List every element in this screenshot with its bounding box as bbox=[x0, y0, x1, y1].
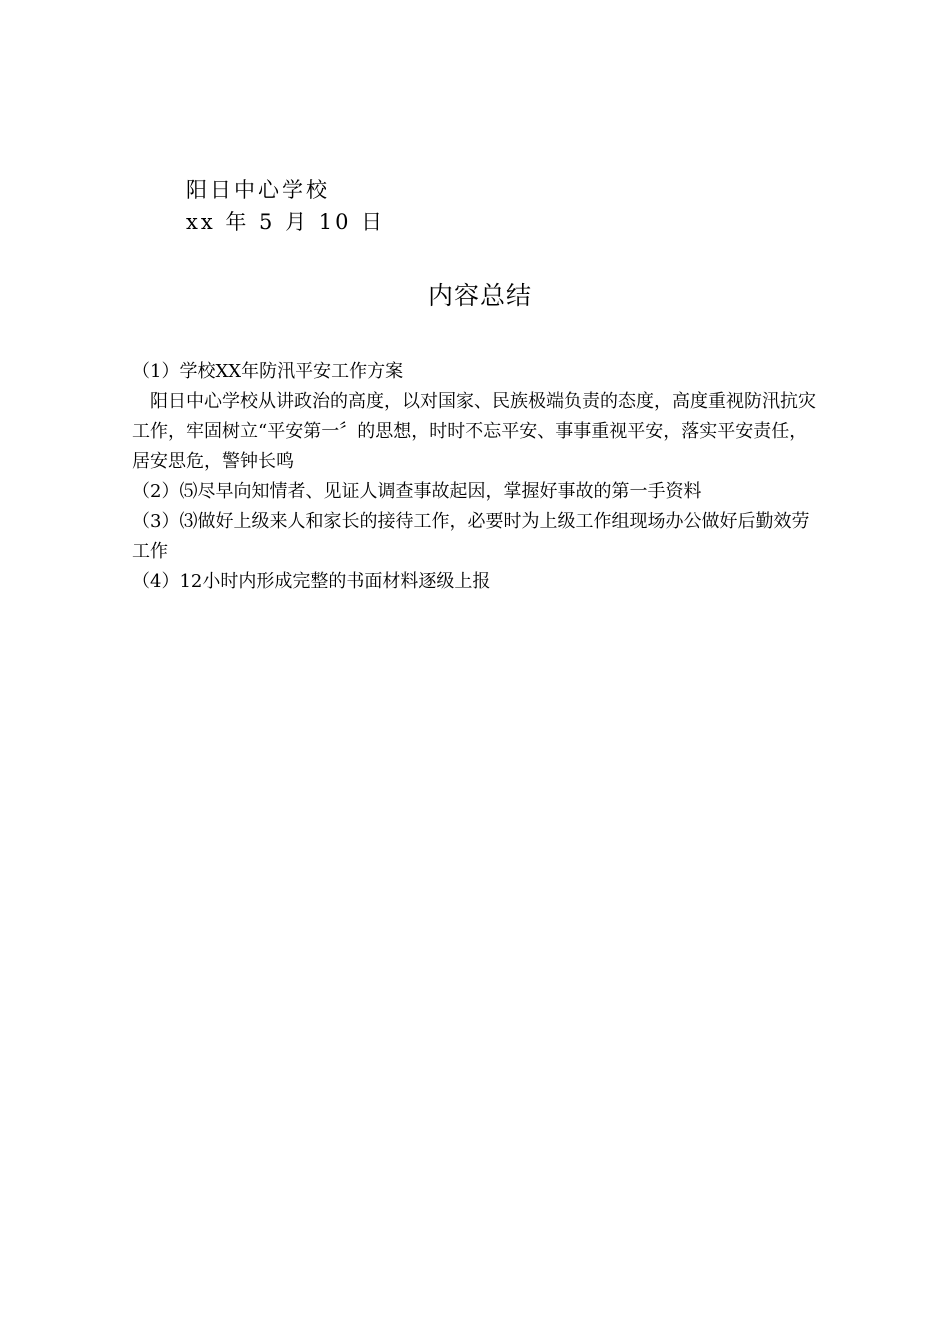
summary-item-2: （2）⑸尽早向知情者、见证人调查事故起因，掌握好事故的第一手资料 bbox=[132, 481, 702, 502]
document-date: xx 年 5 月 10 日 bbox=[186, 210, 386, 234]
summary-item-1: （1）学校XX年防汛平安工作方案 bbox=[132, 361, 404, 382]
summary-list bbox=[132, 357, 822, 597]
summary-item-3: （3）⑶做好上级来人和家长的接待工作，必要时为上级工作组现场办公做好后勤效劳工作 bbox=[132, 511, 810, 562]
signature-block bbox=[186, 174, 385, 238]
school-name: 阳日中心学校 bbox=[186, 178, 330, 202]
summary-item-4: （4）12小时内形成完整的书面材料逐级上报 bbox=[132, 571, 491, 592]
summary-heading: 内容总结 bbox=[427, 281, 532, 310]
summary-item-1-detail: 阳日中心学校从讲政治的高度，以对国家、民族极端负责的态度，高度重视防汛抗灾工作，牢固树立“平安第一〞的思想，时时不忘平安、事事重视平安，落实平安责任，居安思危，警钟长鸣 bbox=[132, 391, 816, 472]
